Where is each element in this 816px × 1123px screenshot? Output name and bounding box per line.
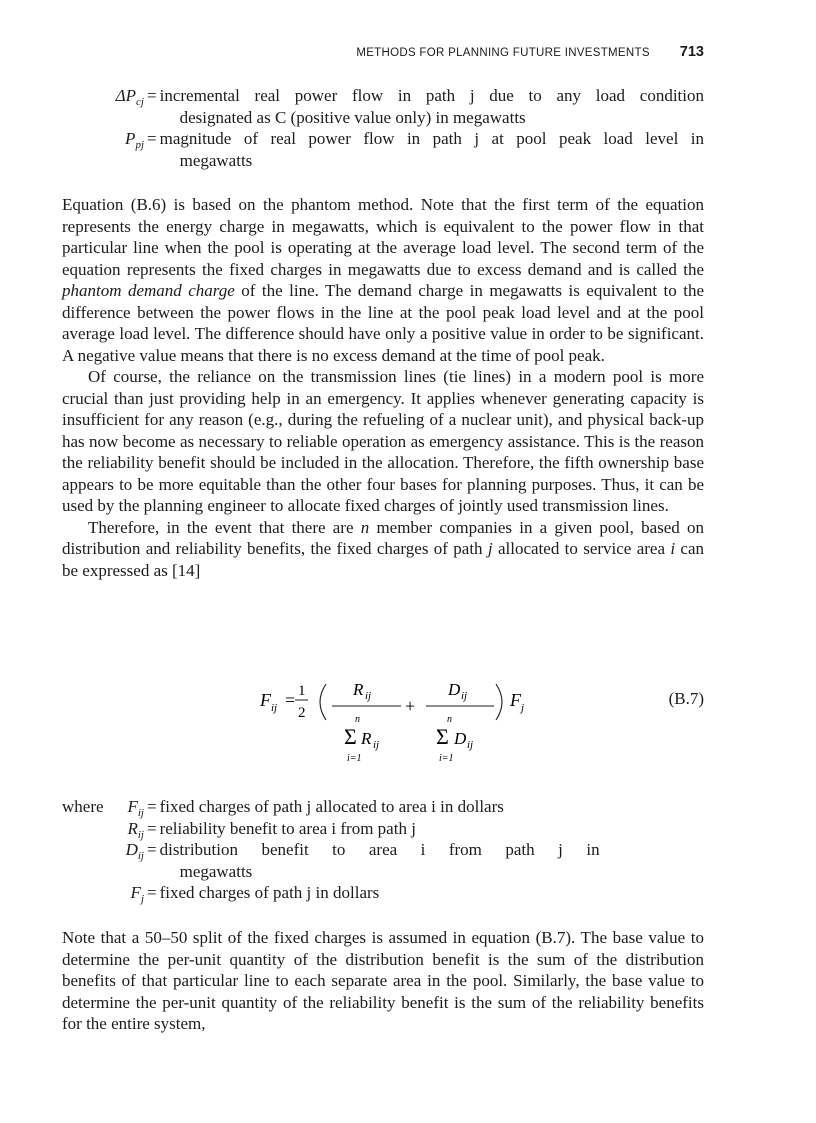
svg-text:R: R <box>353 680 364 699</box>
definitions-bottom <box>62 796 704 904</box>
paragraph-closing: Note that a 50–50 split of the fixed charges is assumed in equation (B.7). The base value to determine the per-unit quantity of the distribution benefit is the sum of the distribution benefits of that particular line to each separate area in the pool. Similarly, the base value to determine the per-unit quantity of the reliability benefit is the sum of the reliability benefits for the entire system, <box>62 928 704 1033</box>
svg-text:ij: ij <box>373 739 380 751</box>
definition-symbol: $R_{ij}$ <box>127 818 144 841</box>
svg-text:n: n <box>355 714 360 725</box>
svg-text:ij: ij <box>467 739 474 751</box>
definition-text: incremental real power flow in path j due to any load condition designated as C (positive value only) in megawatts <box>159 86 704 127</box>
page-number: 713 <box>679 44 704 60</box>
svg-text:2: 2 <box>298 705 306 721</box>
equals-sign: = <box>147 129 157 148</box>
definition-text: distribution benefit to area i from path j in megawatts <box>159 840 600 881</box>
definition-symbol: $F_{ij}$ <box>127 797 144 819</box>
closing-text <box>62 927 704 1035</box>
svg-text:1: 1 <box>298 683 306 699</box>
definition-symbol: $\Delta P_{cj}$ <box>115 86 144 108</box>
svg-text:ij: ij <box>365 690 372 702</box>
svg-text:ij: ij <box>461 690 468 702</box>
svg-text:ij: ij <box>271 702 278 714</box>
equation-number: (B.7) <box>668 689 704 708</box>
equation-formula <box>62 662 582 772</box>
svg-text:Σ: Σ <box>436 724 449 749</box>
definition-d-ij: $D_{ij}$ = distribution benefit to area i from path j in megawatts <box>62 839 704 882</box>
svg-text:n: n <box>447 714 452 725</box>
paragraph-phantom-method: Equation (B.6) is based on the phantom method. Note that the first term of the equation represents the energy charge in megawatts, which is equivalent to the power flow in that particular line when the pool is operating at the average load level. The second term of the equation represents the fixed charges in megawatts due to excess demand and is called the phantom demand charge of the line. The demand charge in megawatts is equivalent to the difference between the power flows in the line at the pool peak load level and at the pool average load level. The difference should have only a positive value in order to be significant. A negative value means that there is no excess demand at the time of pool peak. <box>62 195 705 365</box>
svg-text:j: j <box>521 702 525 714</box>
paragraph-reliance: Of course, the reliance on the transmission lines (tie lines) in a modern pool is more crucial than just providing help in an emergency. It applies whenever generating capacity is insufficient for any reason (e.g., during the refueling of a nuclear unit), and physical back-up has now become as necessary to reliable operation as emergency assistance. This is the reason the reliability benefit should be included in the allocation. Therefore, the fifth ownership base appears to be more equitable than the other four bases for planning purposes. Thus, it can be used by the planning engineer to allocate fixed charges of jointly used transmission lines. <box>62 367 704 515</box>
svg-text:R: R <box>361 729 372 748</box>
svg-text:D: D <box>448 680 461 699</box>
definition-text: reliability benefit to area i from path j <box>159 818 416 838</box>
definition-text: magnitude of real power flow in path j at pool peak load level in megawatts <box>159 129 704 170</box>
where-label: where <box>62 797 104 816</box>
paragraph-allocation: Therefore, in the event that there are n member companies in a given pool, based on distribution and reliability benefits, the fixed charges of path j allocated to service area i can be expressed as [14] <box>62 517 705 580</box>
definitions-top <box>62 85 704 171</box>
svg-text:D: D <box>454 729 467 748</box>
running-title: METHODS FOR PLANNING FUTURE INVESTMENTS <box>356 47 650 59</box>
svg-text:F: F <box>260 690 271 710</box>
running-header <box>62 44 704 60</box>
svg-text:i=1: i=1 <box>439 753 454 764</box>
definition-f-j: $F_j$ = fixed charges of path j in dollars <box>62 882 704 904</box>
svg-text:Σ: Σ <box>344 724 357 749</box>
definition-delta-p <box>62 85 704 128</box>
definition-text: fixed charges of path j in dollars <box>159 883 380 902</box>
svg-text:F: F <box>510 690 521 710</box>
equation-b7 <box>62 662 704 772</box>
equals-sign: = <box>147 86 157 105</box>
definition-f-ij: where $F_{ij}$ = fixed charges of path j allocated to area i in dollars <box>62 796 704 818</box>
definition-r-ij: $R_{ij}$ = reliability benefit to area i from path j <box>62 818 704 840</box>
definition-text: fixed charges of path j allocated to area i in dollars <box>159 797 504 816</box>
definition-symbol: $D_{ij}$ <box>125 840 144 862</box>
svg-text:+: + <box>405 696 416 716</box>
body-text <box>62 194 704 581</box>
definition-p-peak <box>62 128 704 171</box>
svg-text:i=1: i=1 <box>347 753 362 764</box>
definition-symbol: $P_{pj}$ <box>125 129 144 151</box>
definition-symbol: $F_j$ <box>130 883 144 905</box>
emphasis-term: phantom demand charge <box>62 281 235 300</box>
svg-text:=: = <box>285 690 296 710</box>
